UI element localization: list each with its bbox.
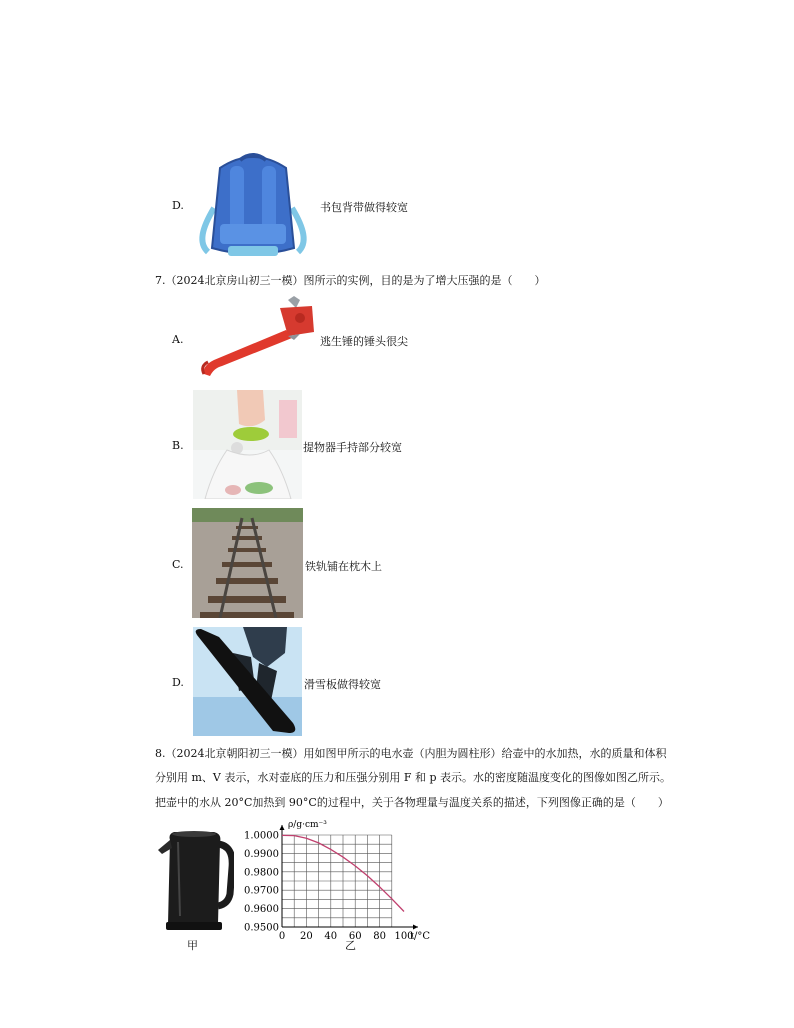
y-tick-label: 0.9900 (244, 848, 279, 860)
density-chart-svg (244, 815, 444, 955)
bag-carrier-icon (193, 390, 302, 499)
q7-option-d-letter: D. (172, 676, 184, 689)
x-tick-label: 60 (348, 931, 362, 942)
q7-stem: 7.（2024北京房山初三一模）图所示的实例，目的是为了增大压强的是（ ） (155, 274, 546, 287)
snowboard-image (193, 627, 302, 736)
snowboard-icon (193, 627, 302, 736)
x-tick-label: 20 (300, 931, 313, 942)
x-axis-label: t/°C (410, 931, 431, 942)
x-tick-label: 80 (373, 931, 386, 942)
electric-kettle-image (158, 828, 234, 932)
railway-track-icon (192, 508, 303, 618)
kettle-icon (158, 828, 234, 932)
railway-track-image (192, 508, 303, 618)
q7-option-a-letter: A. (172, 333, 184, 346)
fig-yi-label: 乙 (345, 939, 356, 952)
y-tick-label: 0.9700 (244, 885, 279, 897)
backpack-icon (194, 148, 312, 260)
escape-hammer-image (196, 296, 316, 380)
q8-stem-line3: 把壶中的水从 20°C加热到 90°C的过程中，关于各物理量与温度关系的描述，下列图像正确的是（ ） (155, 796, 669, 809)
x-tick-label: 100 (394, 931, 414, 942)
fig-jia-label: 甲 (187, 939, 198, 952)
y-tick-label: 0.9800 (244, 867, 279, 879)
backpack-image (194, 148, 312, 260)
y-tick-label: 0.9500 (244, 922, 279, 934)
q7-option-c-text: 铁轨铺在枕木上 (305, 560, 382, 573)
q8-stem-line1: 8.（2024北京朝阳初三一模）用如图甲所示的电水壶（内胆为圆柱形）给壶中的水加热，水的质量和体积 (155, 747, 667, 760)
y-axis-arrow (280, 825, 285, 830)
x-tick-label: 0 (278, 931, 286, 942)
y-tick-label: 1.0000 (244, 830, 279, 842)
q7-option-b-letter: B. (172, 439, 184, 452)
y-axis-label: ρ/g·cm⁻³ (288, 820, 327, 830)
q6-option-d-letter: D. (172, 199, 184, 212)
q7-option-d-text: 滑雪板做得较宽 (304, 678, 381, 691)
q7-option-b-text: 提物器手持部分较宽 (303, 441, 402, 454)
bag-carrier-image (193, 390, 302, 499)
x-tick-label: 40 (324, 931, 338, 942)
y-tick-label: 0.9600 (244, 904, 279, 916)
q6-option-d-text: 书包背带做得较宽 (320, 201, 408, 214)
escape-hammer-icon (196, 296, 316, 380)
density-chart (244, 815, 444, 955)
q7-option-a-text: 逃生锤的锤头很尖 (320, 335, 408, 348)
x-axis-arrow (413, 925, 418, 930)
q8-stem-line2: 分别用 m、V 表示，水对壶底的压力和压强分别用 F 和 p 表示。水的密度随温度变化的图像如图乙所示。 (155, 771, 672, 784)
q7-option-c-letter: C. (172, 558, 184, 571)
